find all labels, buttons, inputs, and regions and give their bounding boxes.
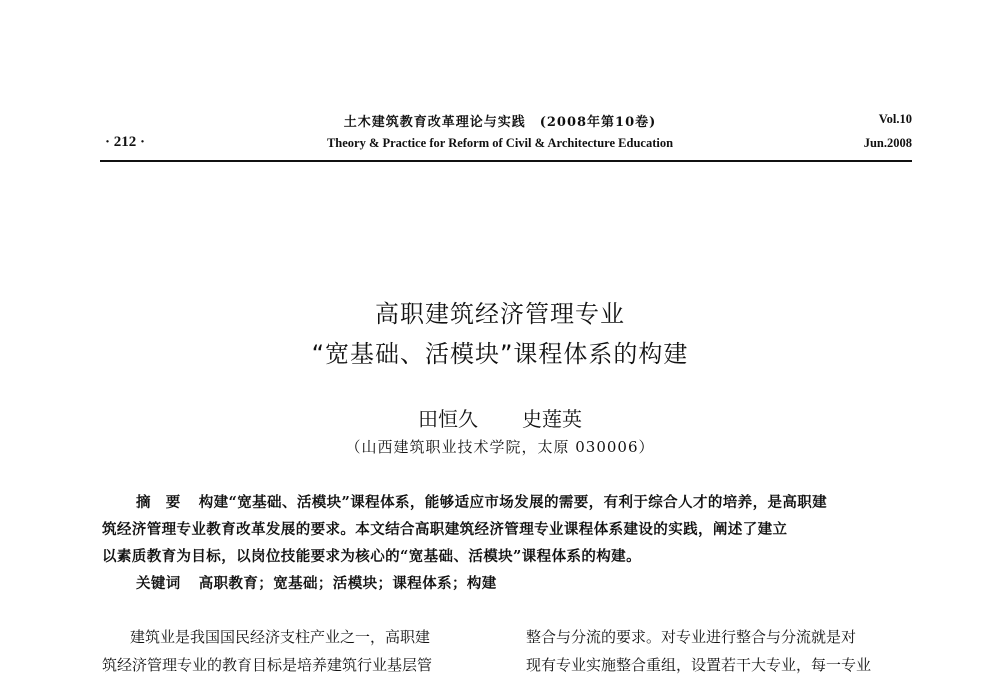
abstract-line-1 [136, 491, 912, 512]
issue-date: Jun.2008 [863, 136, 912, 150]
keywords-text: 高职教育；宽基础；活模块；课程体系；构建 [198, 575, 497, 592]
abstract-text: 构建“宽基础、活模块”课程体系，能够适应市场发展的需要，有利于综合人才的培养，是高职建 [198, 494, 828, 511]
abstract-line-2: 筑经济管理专业教育改革发展的要求。本文结合高职建筑经济管理专业课程体系建设的实践，阐述了建立 [102, 521, 788, 538]
abstract-line-3: 以素质教育为目标，以岗位技能要求为核心的“宽基础、活模块”课程体系的构建。 [102, 548, 641, 565]
journal-title-en: Theory & Practice for Reform of Civil & Architecture Education [326, 136, 674, 150]
body-right-line-1: 整合与分流的要求。对专业进行整合与分流就是对 [526, 628, 857, 646]
author-name: 田恒久 [418, 407, 478, 431]
abstract-label: 摘 要 [136, 494, 181, 511]
paper-title-line-2: “宽基础、活模块”课程体系的构建 [311, 340, 689, 368]
keywords-label: 关键词 [136, 575, 181, 592]
paper-title-line-1: 高职建筑经济管理专业 [375, 300, 625, 328]
keywords-line [136, 572, 948, 593]
page-number: · 212 · [105, 134, 146, 150]
author-name: 史莲英 [522, 407, 582, 431]
header-rule [100, 160, 912, 162]
body-right-line-2: 现有专业实施整合重组，设置若干大专业，每一专业 [526, 656, 872, 674]
author-affiliation: （山西建筑职业技术学院，太原 030006） [345, 438, 655, 456]
volume-label: Vol.10 [878, 112, 912, 126]
author-list [0, 403, 1000, 432]
body-left-line-2: 筑经济管理专业的教育目标是培养建筑行业基层管 [102, 656, 433, 674]
body-left-line-1: 建筑业是我国国民经济支柱产业之一，高职建 [130, 628, 431, 646]
journal-title-cn: 土木建筑教育改革理论与实践 (2008年第10卷) [343, 115, 657, 130]
